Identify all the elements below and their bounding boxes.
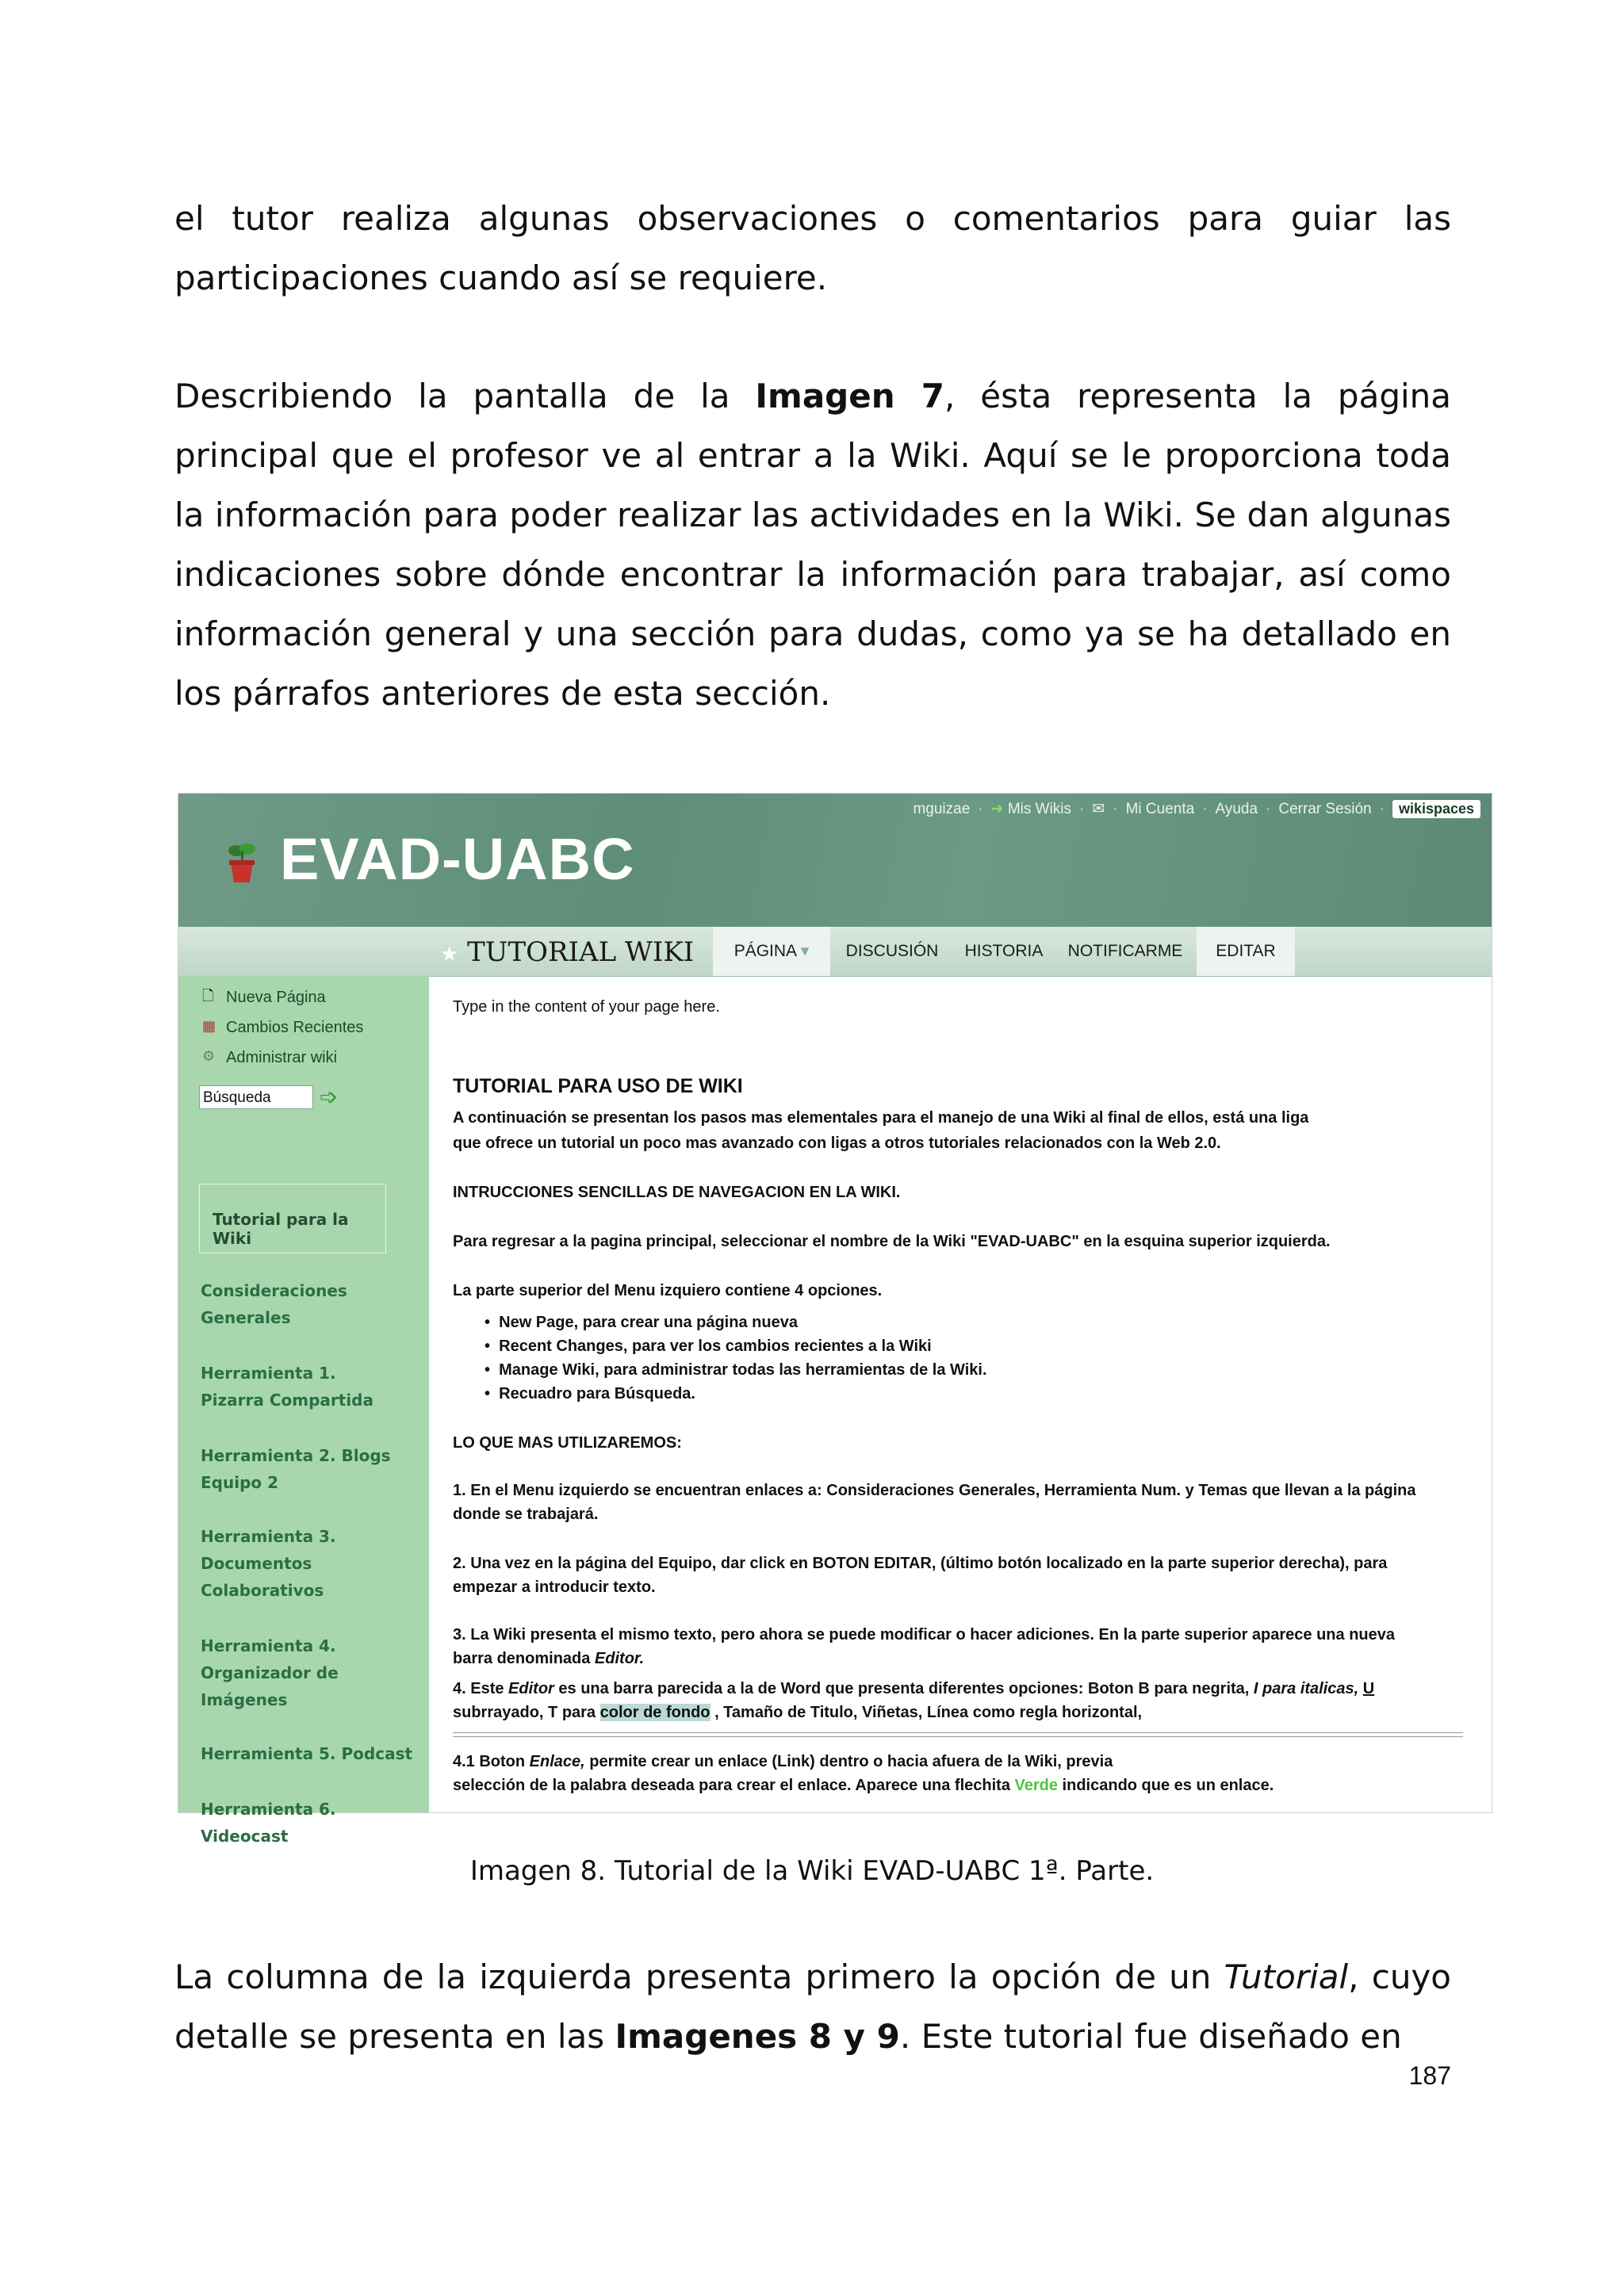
mis-wikis-link[interactable] <box>991 800 1071 818</box>
tutorial-link[interactable]: Tutorial para la Wiki <box>213 1210 349 1248</box>
content-i4b <box>453 1701 1476 1725</box>
ayuda-link[interactable]: Ayuda <box>1215 800 1258 817</box>
nueva-pagina-link[interactable]: Nueva Página <box>226 989 326 1006</box>
paragraph-3-mid: , cuyo detalle se presenta en las <box>174 1957 1452 2056</box>
list-item-text: Recent Changes, para ver los cambios recientes a la Wiki <box>499 1337 932 1355</box>
i41-pre: 4.1 Boton <box>453 1753 530 1770</box>
paragraph-1-line-1: el tutor realiza algunas observaciones o comentarios para guiar las <box>174 199 1451 238</box>
i3b-pre: barra denominada <box>453 1650 595 1667</box>
i4-pre: 4. Este <box>453 1680 509 1697</box>
content-i3a: 3. La Wiki presenta el mismo texto, pero ahora se puede modificar o hacer adiciones. En la parte superior aparece una nueva <box>453 1626 1395 1644</box>
nav-herramienta-4[interactable]: Herramienta 4. Organizador de Imágenes <box>201 1636 339 1709</box>
content-p2: INTRUCCIONES SENCILLAS DE NAVEGACION EN LA WIKI. <box>453 1184 901 1201</box>
mail-icon[interactable]: ✉ <box>1092 801 1105 817</box>
content-i3b <box>453 1647 1476 1671</box>
separator: · <box>1202 800 1208 817</box>
paragraph-3-pre: La columna de la izquierda presenta primero la opción de un <box>174 1957 1212 1996</box>
username[interactable]: mguizae <box>913 800 971 817</box>
page-title-label: TUTORIAL WIKI <box>467 936 695 968</box>
content-i2a: 2. Una vez en la página del Equipo, dar click en BOTON EDITAR, (último botón localizado en la parte superior derecha), para <box>453 1555 1388 1572</box>
list-item: • Manage Wiki, para administrar todas las herramientas de la Wiki. <box>485 1361 987 1379</box>
tab-pagina[interactable] <box>713 927 830 976</box>
content-p4: La parte superior del Menu izquiero contiene 4 opciones. <box>453 1282 883 1299</box>
i41b-green: Verde <box>1014 1777 1058 1794</box>
separator: · <box>1266 800 1271 817</box>
calendar-icon: ▦ <box>202 1018 216 1035</box>
cambios-recientes-link[interactable]: Cambios Recientes <box>226 1019 364 1036</box>
content-p1b: que ofrece un tutorial un poco mas avanzado con ligas a otros tutoriales relacionados con la Web 2.0. <box>453 1135 1221 1152</box>
i41-post: permite crear un enlace (Link) dentro o hacia afuera de la Wiki, previa <box>584 1753 1113 1770</box>
administrar-wiki-link[interactable]: Administrar wiki <box>226 1049 338 1066</box>
star-icon: ★ <box>440 943 459 966</box>
tab-discusion[interactable]: DISCUSIÓN <box>845 942 939 960</box>
cerrar-sesion-link[interactable]: Cerrar Sesión <box>1278 800 1372 817</box>
paragraph-3 <box>174 1947 1451 2066</box>
gear-icon: ⚙ <box>202 1048 216 1065</box>
wiki-screenshot <box>178 793 1492 1846</box>
arrow-icon: ➜ <box>990 801 1004 817</box>
wiki-sidebar <box>178 976 429 1846</box>
tutorial-box[interactable] <box>199 1184 386 1253</box>
mi-cuenta-link[interactable]: Mi Cuenta <box>1125 800 1195 817</box>
intro-text: Type in the content of your page here. <box>453 998 720 1016</box>
separator: · <box>978 800 983 817</box>
nav-herramienta-3[interactable]: Herramienta 3. Documentos Colaborativos <box>201 1527 336 1600</box>
paragraph-3-bold: Imagenes 8 y 9 <box>615 2017 900 2056</box>
i4-mid: es una barra parecida a la de Word que presenta diferentes opciones: Boton B para negrita, <box>553 1680 1254 1697</box>
list-item-text: Recuadro para Búsqueda. <box>499 1385 695 1402</box>
chevron-down-icon: ▾ <box>800 942 810 960</box>
tab-pagina-label: PÁGINA <box>733 942 796 960</box>
page-title <box>440 936 694 968</box>
separator: · <box>1379 800 1385 817</box>
page-number: 187 <box>1408 2061 1451 2090</box>
list-item-text: New Page, para crear una página nueva <box>499 1314 798 1331</box>
i4b-post: , Tamaño de Titulo, Viñetas, Línea como regla horizontal, <box>710 1704 1143 1721</box>
nav-herramienta-5[interactable]: Herramienta 5. Podcast <box>201 1744 413 1763</box>
i4-em: Editor <box>508 1680 554 1697</box>
content-i41 <box>453 1750 1476 1774</box>
i4b-pre: subrrayado, T para <box>453 1704 600 1721</box>
figure-caption: Imagen 8. Tutorial de la Wiki EVAD-UABC 1ª. Parte. <box>469 1855 1155 1887</box>
tab-historia[interactable]: HISTORIA <box>964 942 1044 960</box>
content-p1a: A continuación se presentan los pasos mas elementales para el manejo de una Wiki al final de ellos, está una liga <box>453 1109 1309 1127</box>
paragraph-2-post: , ésta representa la página principal que el profesor ve al entrar a la Wiki. Aquí se le proporciona toda la información para poder realizar las actividades en la Wiki. Se dan algunas indicaciones sobre dónde encontrar la información para trabajar, así como información general y una sección para dudas, como ya se ha detallado en los párrafos anteriores de esta sección. <box>174 377 1452 713</box>
mis-wikis-label: Mis Wikis <box>1007 801 1072 817</box>
i4-italic: I para italicas, <box>1253 1680 1359 1697</box>
tab-notificarme[interactable]: NOTIFICARME <box>1067 942 1183 960</box>
i4b-highlight: color de fondo <box>599 1704 710 1721</box>
paragraph-1 <box>174 189 1451 308</box>
content-i1b: donde se trabajará. <box>453 1506 599 1523</box>
content-heading: TUTORIAL PARA USO DE WIKI <box>453 1075 743 1097</box>
nav-herramienta-2[interactable]: Herramienta 2. Blogs Equipo 2 <box>201 1446 391 1492</box>
top-navigation <box>913 800 1480 818</box>
paragraph-2-bold: Imagen 7 <box>755 377 945 415</box>
i41b-pre: selección de la palabra deseada para crear el enlace. Aparece una flechita <box>453 1777 1015 1794</box>
content-i4 <box>453 1677 1476 1701</box>
i3b-em: Editor. <box>594 1650 645 1667</box>
paragraph-3-post: . Este tutorial fue diseñado en <box>899 2017 1402 2056</box>
wiki-banner <box>178 794 1492 927</box>
separator: · <box>1113 800 1118 817</box>
paragraph-2 <box>174 366 1451 723</box>
i41b-post: indicando que es un enlace. <box>1058 1777 1274 1794</box>
nav-herramienta-6[interactable]: Herramienta 6. Videocast <box>201 1800 336 1846</box>
wiki-brand[interactable]: EVAD-UABC <box>280 826 635 892</box>
content-i1a: 1. En el Menu izquierdo se encuentran enlaces a: Consideraciones Generales, Herramienta Num. y Temas que llevan a la página <box>453 1482 1416 1499</box>
horizontal-rule <box>453 1732 1463 1737</box>
search-input[interactable]: Búsqueda <box>199 1085 313 1109</box>
paragraph-3-em: Tutorial <box>1224 1957 1349 1996</box>
nav-consideraciones[interactable]: Consideraciones Generales <box>201 1281 347 1327</box>
i4-underline: U <box>1362 1680 1375 1697</box>
plant-pot-icon <box>226 840 258 884</box>
i41-em: Enlace, <box>529 1753 585 1770</box>
wikispaces-logo[interactable]: wikispaces <box>1392 800 1480 818</box>
new-page-icon: 🗋 <box>202 988 214 1004</box>
content-i41b <box>453 1774 1476 1798</box>
list-item-text: Manage Wiki, para administrar todas las herramientas de la Wiki. <box>499 1361 987 1379</box>
list-item: • Recent Changes, para ver los cambios recientes a la Wiki <box>485 1337 932 1355</box>
list-item: • Recuadro para Búsqueda. <box>485 1385 695 1402</box>
content-i2b: empezar a introducir texto. <box>453 1578 656 1596</box>
paragraph-1-line-2: participaciones cuando así se requiere. <box>174 258 828 297</box>
list-item: • New Page, para crear una página nueva <box>485 1314 798 1331</box>
paragraph-2-pre: Describiendo la pantalla de la <box>174 377 730 415</box>
content-p3: Para regresar a la pagina principal, seleccionar el nombre de la Wiki "EVAD-UABC" en la esquina superior izquierda. <box>453 1233 1331 1250</box>
nav-herramienta-1[interactable]: Herramienta 1. Pizarra Compartida <box>201 1364 373 1410</box>
search-go-icon[interactable]: ➩ <box>320 1084 339 1110</box>
tab-editar[interactable]: EDITAR <box>1197 927 1295 976</box>
content-p5: LO QUE MAS UTILIZAREMOS: <box>453 1434 682 1452</box>
page-tab-bar <box>178 927 1492 977</box>
separator: · <box>1079 800 1085 817</box>
